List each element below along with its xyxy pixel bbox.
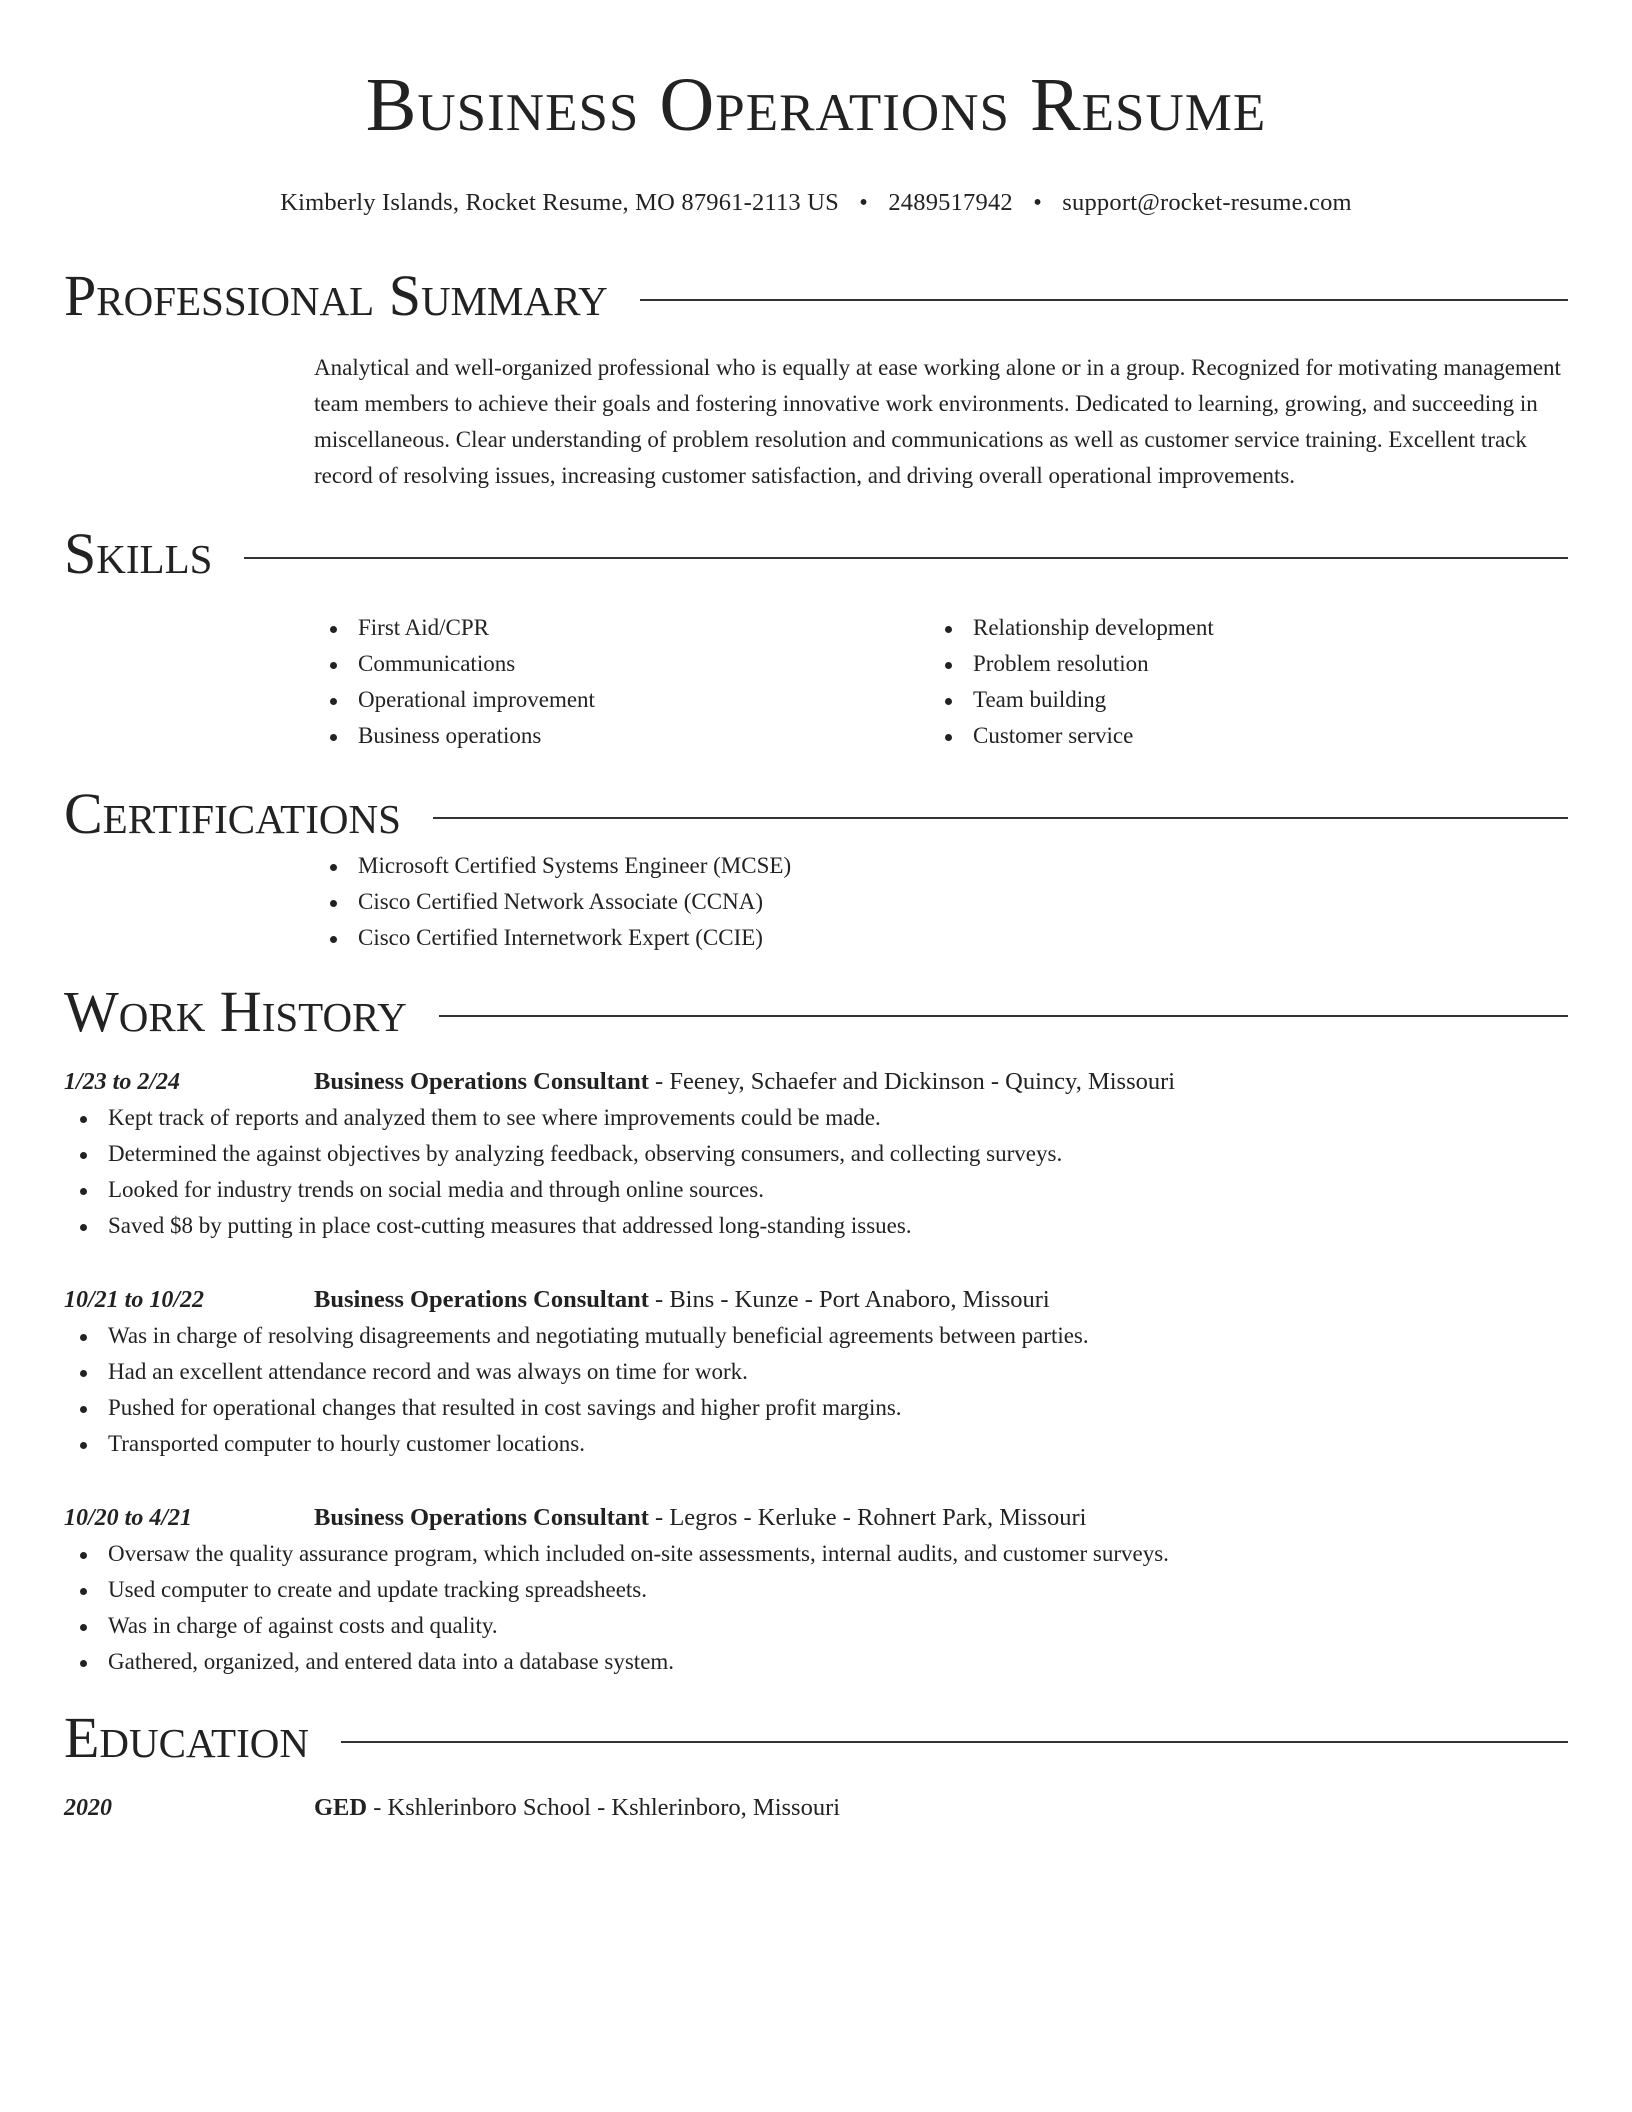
certifications-section-title: Certifications — [64, 781, 401, 846]
education-details: - Kshlerinboro School - Kshlerinboro, Missouri — [367, 1794, 841, 1821]
job-dates: 10/21 to 10/22 — [64, 1287, 205, 1313]
job-header — [64, 1064, 1568, 1100]
skill-item: Operational improvement — [314, 682, 929, 718]
job-bullet: Determined the against objectives by analyzing feedback, observing consumers, and collecting surveys. — [64, 1136, 1568, 1172]
skill-item: First Aid/CPR — [314, 610, 929, 646]
job-bullet: Kept track of reports and analyzed them to see where improvements could be made. — [64, 1100, 1568, 1136]
contact-email: support@rocket-resume.com — [1062, 189, 1352, 216]
work-history-body — [64, 1064, 1568, 1680]
section-divider — [640, 299, 1568, 301]
education-heading — [314, 1790, 840, 1826]
section-divider — [439, 1015, 1568, 1017]
section-divider — [244, 557, 1568, 559]
job-title: Business Operations Consultant — [314, 1068, 649, 1095]
skills-left-column — [314, 610, 929, 754]
work-section-title: Work History — [64, 979, 407, 1044]
job-entry — [64, 1064, 1568, 1244]
skills-section-title: Skills — [64, 521, 213, 586]
job-entry — [64, 1282, 1568, 1462]
job-title: Business Operations Consultant — [314, 1286, 649, 1313]
certification-item: Cisco Certified Internetwork Expert (CCIE) — [314, 920, 1568, 956]
job-bullet: Used computer to create and update tracking spreadsheets. — [64, 1572, 1568, 1608]
skills-grid — [314, 610, 1568, 754]
certification-item: Cisco Certified Network Associate (CCNA) — [314, 884, 1568, 920]
summary-section-header — [64, 262, 1568, 330]
job-heading — [314, 1282, 1050, 1318]
job-title: Business Operations Consultant — [314, 1504, 649, 1531]
resume-name: Business Operations Resume — [365, 63, 1267, 147]
job-details: - Legros - Kerluke - Rohnert Park, Missouri — [648, 1504, 1087, 1531]
section-divider — [433, 817, 1568, 819]
job-bullet: Was in charge of against costs and quality. — [64, 1608, 1568, 1644]
contact-separator: • — [859, 189, 869, 216]
job-dates: 10/20 to 4/21 — [64, 1505, 193, 1531]
job-bullet: Looked for industry trends on social media and through online sources. — [64, 1172, 1568, 1208]
skill-item: Communications — [314, 646, 929, 682]
education-section-title: Education — [64, 1705, 309, 1770]
job-bullets — [64, 1536, 1568, 1680]
summary-text: Analytical and well-organized professional who is equally at ease working alone or in a group. Recognized for motivating management team members to achieve their goals and fostering innovative work environments. Dedicated to learning, growing, and succeeding in miscellaneous. Clear understanding of problem resolution and communications as well as customer service training. Excellent track record of resolving issues, increasing customer satisfaction, and driving overall operational improvements. — [314, 355, 1561, 488]
job-bullet: Oversaw the quality assurance program, which included on-site assessments, internal audits, and customer surveys. — [64, 1536, 1568, 1572]
job-header — [64, 1500, 1568, 1536]
job-bullet: Gathered, organized, and entered data into a database system. — [64, 1644, 1568, 1680]
skills-section-header — [64, 520, 1568, 588]
skill-item: Customer service — [929, 718, 1544, 754]
summary-section-title: Professional Summary — [64, 263, 608, 328]
job-bullet: Pushed for operational changes that resulted in cost savings and higher profit margins. — [64, 1390, 1568, 1426]
job-bullet: Transported computer to hourly customer locations. — [64, 1426, 1568, 1462]
job-bullet: Was in charge of resolving disagreements and negotiating mutually beneficial agreements between parties. — [64, 1318, 1568, 1354]
contact-phone: 2489517942 — [888, 189, 1013, 216]
education-degree: GED — [314, 1794, 368, 1821]
section-divider — [341, 1741, 1568, 1743]
certifications-body — [314, 848, 1568, 956]
skills-body — [314, 610, 1568, 754]
skill-item: Team building — [929, 682, 1544, 718]
job-heading — [314, 1500, 1086, 1536]
education-body — [64, 1790, 1568, 1826]
job-bullets — [64, 1318, 1568, 1462]
contact-address: Kimberly Islands, Rocket Resume, MO 87961-2113 US — [280, 189, 839, 216]
job-header — [64, 1282, 1568, 1318]
skill-item: Relationship development — [929, 610, 1544, 646]
certifications-section-header — [64, 780, 1568, 848]
contact-line — [64, 188, 1568, 218]
job-bullets — [64, 1100, 1568, 1244]
job-bullet: Had an excellent attendance record and was always on time for work. — [64, 1354, 1568, 1390]
job-details: - Bins - Kunze - Port Anaboro, Missouri — [648, 1286, 1050, 1313]
skills-right-column — [929, 610, 1544, 754]
job-dates: 1/23 to 2/24 — [64, 1069, 181, 1095]
job-details: - Feeney, Schaefer and Dickinson - Quincy, Missouri — [648, 1068, 1176, 1095]
education-section-header — [64, 1704, 1568, 1772]
job-bullet: Saved $8 by putting in place cost-cutting measures that addressed long-standing issues. — [64, 1208, 1568, 1244]
skill-item: Business operations — [314, 718, 929, 754]
job-entry — [64, 1500, 1568, 1680]
job-heading — [314, 1064, 1175, 1100]
certification-item: Microsoft Certified Systems Engineer (MCSE) — [314, 848, 1568, 884]
education-entry — [64, 1790, 1568, 1826]
work-section-header — [64, 978, 1568, 1046]
education-year: 2020 — [64, 1795, 112, 1821]
contact-separator: • — [1033, 189, 1042, 216]
certifications-list — [314, 848, 1568, 956]
resume-page — [64, 0, 1568, 1826]
skill-item: Problem resolution — [929, 646, 1544, 682]
